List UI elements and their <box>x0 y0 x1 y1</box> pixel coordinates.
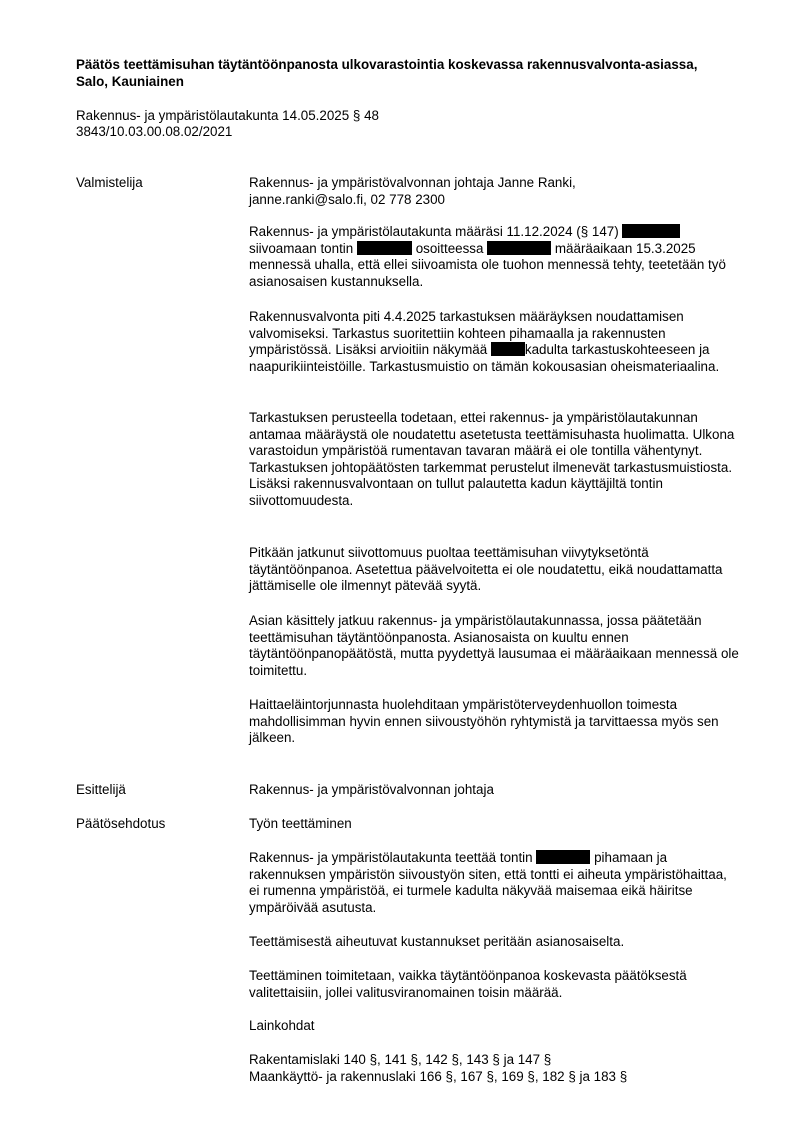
meeting-line: Rakennus- ja ympäristölautakunta 14.05.2025 § 48 <box>76 108 379 123</box>
paatosehdotus-label: Päätösehdotus <box>76 816 166 831</box>
valmistelija-paragraph-2 <box>249 309 739 375</box>
law-references <box>249 1052 739 1085</box>
record-number: 3843/10.03.00.08.02/2021 <box>76 124 233 139</box>
p2-text-b: kadulta tarkastuskohteeseen ja naapurikiinteistöille. Tarkastusmuistio on tämän kokousasian oheismateriaalina. <box>249 342 720 374</box>
law-reference-2: Maankäyttö- ja rakennuslaki 166 §, 167 §, 169 §, 182 § ja 183 § <box>249 1068 628 1084</box>
d1-text-a: Rakennus- ja ympäristölautakunta teettää tontin <box>249 850 533 865</box>
redaction-block <box>487 241 551 255</box>
preparer-contact: janne.ranki@salo.fi, 02 778 2300 <box>249 191 445 207</box>
decision-paragraph-1 <box>249 850 739 916</box>
p1-text-b: siivoamaan tontin <box>249 240 354 256</box>
redaction-block <box>536 850 590 864</box>
valmistelija-paragraph-6: Haittaeläintorjunnasta huolehditaan ympäristöterveydenhuollon toimesta mahdollisimman hyvin ennen siivoustyöhön ryhtymistä ja tarvittaessa myös sen jälkeen. <box>249 697 719 746</box>
valmistelija-paragraph-3: Tarkastuksen perusteella todetaan, ettei rakennus- ja ympäristölautakunnan antamaa määräystä ole noudatettu asetetusta teettämisuhasta huolimatta. Ulkona varastoidun ympäristöä rumentavan tavaran määrä ei ole tontilla vähentynyt. Tarkastuksen johtopäätösten tarkemmat perustelut ilmenevät tarkastusmuistiosta. Lisäksi rakennusvalvontaan on tullut palautetta kadun käyttäjiltä tontin siivottomuudesta. <box>249 410 735 508</box>
meeting-info <box>76 108 379 140</box>
redaction-block <box>491 342 525 356</box>
valmistelija-paragraph-1 <box>249 224 739 290</box>
preparer-name: Rakennus- ja ympäristövalvonnan johtaja Janne Ranki, <box>249 175 576 190</box>
d1-text-b: pihamaan ja rakennuksen ympäristön siivoustyön siten, että tontti ei aiheuta ympäristöhaittaa, ei rumenna ympäristöä, ei turmele kadulta näkyvää maisemaa eikä häiritse ympäröivää asutusta. <box>249 850 727 915</box>
redaction-block <box>622 224 680 238</box>
valmistelija-paragraph-5: Asian käsittely jatkuu rakennus- ja ympäristölautakunnassa, jossa päätetään teettämisuhan täytäntöönpanosta. Asianosaista on kuultu ennen täytäntöönpanopäätöstä, mutta pyydettyä lausumaa ei määräaikaan mennessä ole toimitettu. <box>249 613 739 678</box>
p1-text-a: Rakennus- ja ympäristölautakunta määräsi 11.12.2024 (§ 147) <box>249 224 619 239</box>
esittelija-label: Esittelijä <box>76 782 126 797</box>
esittelija-value: Rakennus- ja ympäristövalvonnan johtaja <box>249 782 494 797</box>
redaction-block <box>357 241 412 255</box>
p1-text-d: määräaikaan 15.3.2025 mennessä uhalla, että ellei siivoamista ole tuohon mennessä tehty, teetetään työ asianosaisen kustannuksella. <box>249 240 726 289</box>
document-title: Päätös teettämisuhan täytäntöönpanosta ulkovarastointia koskevassa rakennusvalvonta-asiassa, Salo, Kauniainen <box>76 57 698 89</box>
law-reference-1: Rakentamislaki 140 §, 141 §, 142 §, 143 § ja 147 § <box>249 1052 552 1067</box>
p1-text-c: osoitteessa <box>415 240 484 256</box>
lainkohdat-heading: Lainkohdat <box>249 1018 315 1033</box>
decision-heading: Työn teettäminen <box>249 816 352 831</box>
valmistelija-label: Valmistelija <box>76 175 143 190</box>
valmistelija-section <box>249 175 739 208</box>
valmistelija-paragraph-4: Pitkään jatkunut siivottomuus puoltaa teettämisuhan viivytyksetöntä täytäntöönpanoa. Asetettua päävelvoitetta ei ole noudatettu, eikä noudattamatta jättämiselle ole ilmennyt pätevää syytä. <box>249 545 723 594</box>
decision-paragraph-2: Teettämisestä aiheutuvat kustannukset peritään asianosaiselta. <box>249 934 625 949</box>
p2-text-a: Rakennusvalvonta piti 4.4.2025 tarkastuksen määräyksen noudattamisen valvomiseksi. Tarkastus suoritettiin kohteen pihamaalla ja rakennusten ympäristössä. Lisäksi arvioitiin näkymää <box>249 309 684 358</box>
decision-paragraph-3: Teettäminen toimitetaan, vaikka täytäntöönpanoa koskevasta päätöksestä valitettaisiin, jollei valitusviranomainen toisin määrää. <box>249 968 687 1000</box>
